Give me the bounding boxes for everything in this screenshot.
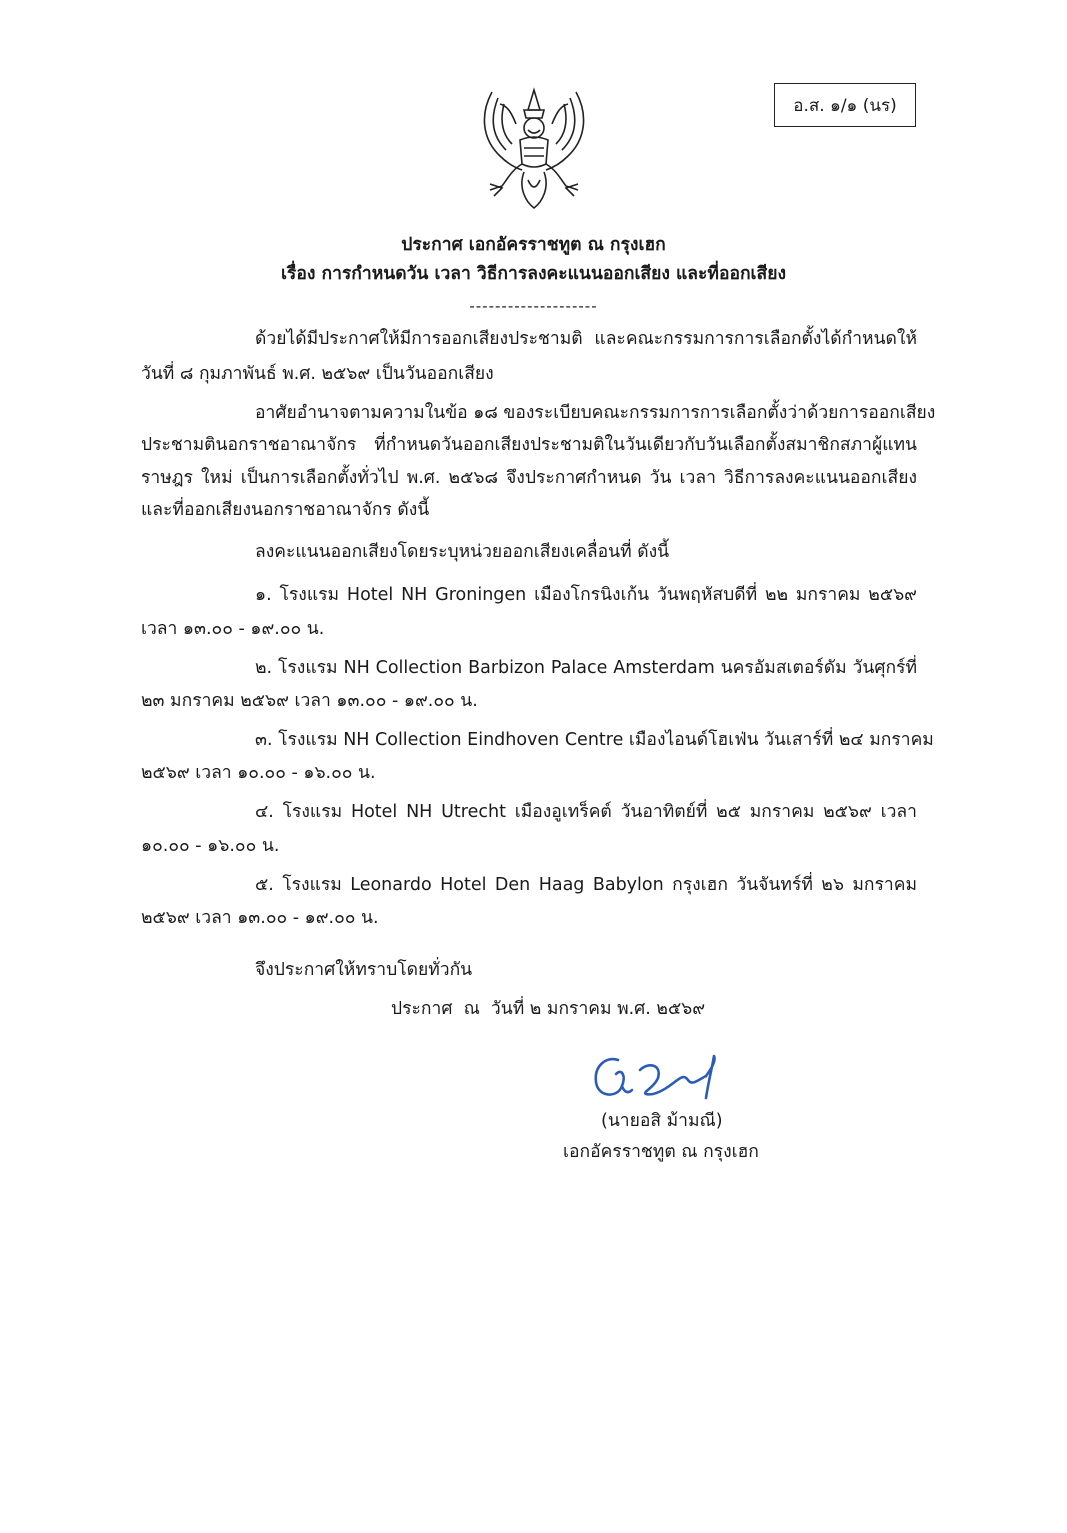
garuda-emblem-icon	[472, 84, 596, 212]
para2-line3: ราษฎร ใหม่ เป็นการเลือกตั้งทั่วไป พ.ศ. ๒๕๖๘ จึงประกาศกำหนด วัน เวลา วิธีการลงคะแนนออกเสียง	[141, 468, 917, 488]
location-2-line2: ๒๓ มกราคม ๒๕๖๙ เวลา ๑๓.๐๐ - ๑๙.๐๐ น.	[141, 691, 478, 711]
location-5-line2: ๒๕๖๙ เวลา ๑๓.๐๐ - ๑๙.๐๐ น.	[141, 908, 379, 928]
signatory-name: (นายอสิ ม้ามณี)	[601, 1111, 723, 1131]
reference-code: อ.ส. ๑/๑ (นร)	[793, 95, 897, 116]
para1-line2: วันที่ ๘ กุมภาพันธ์ พ.ศ. ๒๕๖๙ เป็นวันออกเสียง	[141, 364, 494, 384]
signatory-position: เอกอัครราชทูต ณ กรุงเฮก	[563, 1142, 759, 1162]
location-3-line2: ๒๕๖๙ เวลา ๑๐.๐๐ - ๑๖.๐๐ น.	[141, 763, 376, 783]
location-4-line1: ๔. โรงแรม Hotel NH Utrecht เมืองอูเทร็คต์ วันอาทิตย์ที่ ๒๕ มกราคม ๒๕๖๙ เวลา	[255, 802, 917, 822]
announcement-date: ประกาศ ณ วันที่ ๒ มกราคม พ.ศ. ๒๕๖๙	[391, 999, 706, 1019]
location-3-line1: ๓. โรงแรม NH Collection Eindhoven Centre เมืองไอนด์โฮเฟ่น วันเสาร์ที่ ๒๔ มกราคม	[255, 730, 934, 750]
para2-line1: อาศัยอำนาจตามความในข้อ ๑๘ ของระเบียบคณะกรรมการการเลือกตั้งว่าด้วยการออกเสียง	[255, 403, 936, 423]
location-2-line1: ๒. โรงแรม NH Collection Barbizon Palace Amsterdam นครอัมสเตอร์ดัม วันศุกร์ที่	[255, 658, 917, 678]
reference-code-box	[774, 83, 916, 127]
location-1-line2: เวลา ๑๓.๐๐ - ๑๙.๐๐ น.	[141, 619, 325, 639]
para2-line4: และที่ออกเสียงนอกราชอาณาจักร ดังนี้	[141, 500, 430, 520]
location-5-line1: ๕. โรงแรม Leonardo Hotel Den Haag Babylon กรุงเฮก วันจันทร์ที่ ๒๖ มกราคม	[255, 875, 917, 895]
location-1-line1: ๑. โรงแรม Hotel NH Groningen เมืองโกรนิงเก้น วันพฤหัสบดีที่ ๒๒ มกราคม ๒๕๖๙	[255, 585, 917, 605]
location-4-line2: ๑๐.๐๐ - ๑๖.๐๐ น.	[141, 836, 280, 856]
para3: ลงคะแนนออกเสียงโดยระบุหน่วยออกเสียงเคลื่อนที่ ดังนี้	[255, 542, 670, 562]
document-title: ประกาศ เอกอัครราชทูต ณ กรุงเฮก	[401, 235, 666, 255]
closing-statement: จึงประกาศให้ทราบโดยทั่วกัน	[255, 960, 473, 980]
para2-line2: ประชามตินอกราชอาณาจักร ที่กำหนดวันออกเสียงประชามติในวันเดียวกับวันเลือกตั้งสมาชิกสภาผู้แทน	[141, 435, 917, 455]
document-subject: เรื่อง การกำหนดวัน เวลา วิธีการลงคะแนนออกเสียง และที่ออกเสียง	[280, 264, 787, 284]
signature-icon	[588, 1048, 728, 1106]
para1-line1: ด้วยได้มีประกาศให้มีการออกเสียงประชามติ และคณะกรรมการการเลือกตั้งได้กำหนดให้	[255, 329, 917, 349]
title-separator: --------------------	[469, 297, 598, 315]
